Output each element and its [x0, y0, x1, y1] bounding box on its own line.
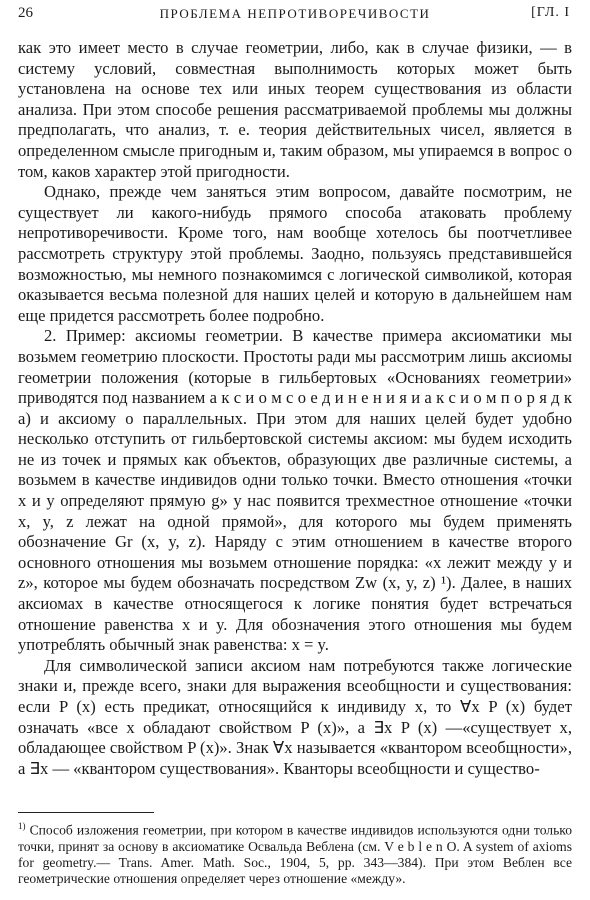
running-title: ПРОБЛЕМА НЕПРОТИВОРЕЧИВОСТИ	[159, 6, 431, 21]
footnote-text: Способ изложения геометрии, при котором в качестве индивидов используются одни только точки, принят за основу в аксиоматике Освальда Веблена (см. V e b l e n O. A system of axioms for geometry.— Trans. Amer. Math. Soc., 1904, 5, pp. 343—384). При этом Веблен все геометрические отношения определяет через отношение «между».	[18, 822, 573, 886]
paragraph-4-quantifiers: Для символической записи аксиом нам потребуются также логические знаки и, прежде всего, знаки для выражения всеобщности и существования: если P (x) есть предикат, относящийся к индивиду x, то ∀x P (x) будет означать «все x обладают свойством P (x)», а ∃x P (x) —«существует x, обладающее свойством P (x)». Знак ∀x называется «квантором всеобщности», а ∃x — «квантором существования». Кванторы всеобщности и существо-	[18, 655, 572, 778]
paragraph-2: Однако, прежде чем заняться этим вопросом, давайте посмотрим, не существует ли какого-нибудь прямого способа атаковать проблему непротиворечивости. Кроме того, нам вообще хотелось бы поотчетливее рассмотреть структуру этой проблемы. Заодно, пользуясь представившейся возможностью, мы немного познакомимся с логической символикой, которая оказывается весьма полезной для наших целей и которую в дальнейшем нам еще придется рассмотреть более подробно.	[18, 182, 572, 325]
footnote-rule	[18, 812, 154, 813]
page-header	[0, 0, 590, 30]
footnote	[18, 818, 572, 887]
chapter-marker: [ГЛ. I	[531, 5, 570, 20]
paragraph-1: как это имеет место в случае геометрии, либо, как в случае физики, — в систему условий, совместная выполнимость которых может быть установлена на основе тех или иных теорем существования из области анализа. При этом способе решения рассматриваемой проблемы мы должны предполагать, что анализ, т. е. теория действительных чисел, является в определенном смысле пригодным и, таким образом, мы упираемся в вопрос о том, каков характер этой пригодности.	[18, 38, 572, 181]
footnote-mark: 1)	[18, 821, 26, 831]
page-number: 26	[18, 5, 33, 21]
page-body	[18, 38, 572, 779]
paragraph-3-axioms: 2. Пример: аксиомы геометрии. В качестве примера аксиоматики мы возьмем геометрию плоскости. Простоты ради мы рассмотрим лишь аксиомы геометрии положения (которые в гильбертовых «Основаниях геометрии» приводятся под названием а к с и о м с о е д и н е н и я и а к с и о м п о р я д к а) и аксиому о параллельных. При этом для наших целей будет удобно несколько отступить от гильбертовской системы аксиом: мы будем исходить не из точек и прямых как объектов, образующих две различные системы, а возьмем в качестве индивидов одни только точки. Вместо отношения «точки x и y определяют прямую g» у нас появится трехместное отношение «точки x, y, z лежат на одной прямой», для которого мы будем применять обозначение Gr (x, y, z). Наряду с этим отношением в качестве второго основного отношения мы возьмем отношение порядка: «x лежит между y и z», которое мы будем обозначать посредством Zw (x, y, z) ¹). Далее, в наших аксиомах в качестве относящегося к логике понятия будет встречаться отношение равенства x и y. Для обозначения этого отношения мы будем употреблять обычный знак равенства: x = y.	[18, 326, 572, 655]
